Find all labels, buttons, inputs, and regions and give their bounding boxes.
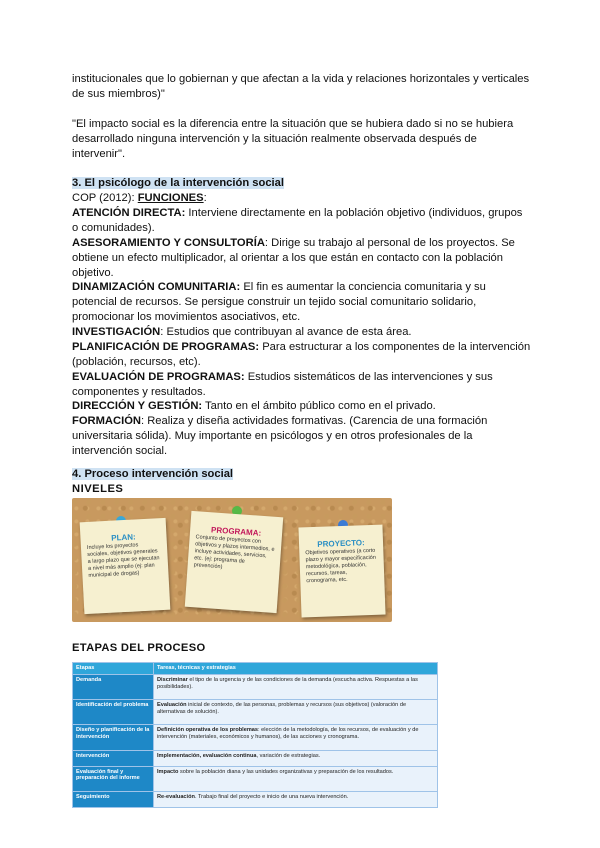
function-text: El fin es aumentar la conciencia comunitaria y su [240,281,486,293]
section-heading [72,467,532,482]
stages-table [72,662,438,808]
table-row [73,725,438,750]
table-row [73,750,438,766]
function-text: componentes y resultados. [72,386,206,398]
stage-tasks [154,766,438,791]
function-text: : Estudios que contribuyan al avance de esta área. [160,326,412,338]
table-row [73,674,438,699]
quote-line: "El impacto social es la diferencia entre la situación que se hubiera dado si no se hubiera [72,118,514,130]
cop-prefix: COP (2012): [72,192,138,204]
stage-task-key: Re-evaluación [157,793,195,800]
function-text: Para estructurar a los componentes de la intervención [259,341,531,353]
function-title: ATENCIÓN DIRECTA: [72,207,186,219]
stage-task-text: inicial de contexto, de las personas, problemas y recursos (sus objetivos) (valoración de alternativas de solución). [157,702,407,715]
table-header: Tareas, técnicas y estrategias [154,663,438,675]
function-text: universitaria sólida). Muy importante en psicólogos y en otros profesionales de la [72,430,473,442]
stage-tasks [154,674,438,699]
stage-tasks [154,791,438,807]
function-item [72,414,532,429]
stage-task-text: sobre la población diana y las unidades organizativas y preparación de los resultados. [178,768,394,775]
quote-line: desarrollado ninguna intervención y la situación realmente observada después de [72,133,477,145]
function-text: : Dirige su trabajo al personal de los proyectos. Se [264,237,515,249]
function-item [72,325,532,340]
function-text: objetivo. [72,267,114,279]
levels-corkboard-image [72,498,392,622]
note-plan [80,518,171,614]
table-row [73,700,438,725]
function-text: (población, recursos, etc). [72,356,201,368]
note-body: Objetivos operativos (a corto plazo y mayor especificación metodológica, población, recursos, tareas, cronograma, etc. [305,547,376,585]
stage-name: Demanda [73,674,154,699]
stage-tasks [154,725,438,750]
function-title: FORMACIÓN [72,415,141,427]
function-text: Estudios sistemáticos de las intervenciones y sus [244,371,493,383]
function-title: ASESORAMIENTO Y CONSULTORÍA [72,237,265,249]
stage-task-text: el tipo de la urgencia y de las condiciones de la demanda (escucha activa. Respuestas a las posibilidades). [157,676,418,690]
stage-name: Diseño y planificación de la intervención [73,725,154,750]
stage-name: Evaluación final y preparación del informe [73,766,154,791]
niveles-label: NIVELES [72,483,124,495]
stage-name: Intervención [73,750,154,766]
note-title: PLAN: [111,532,136,543]
stage-task-key: Definición operativa de los problemas [157,727,259,734]
stage-task-text: : elección de la metodología, de los recursos, de evaluación y de intervención (materiales, económicos y humanos), de las acciones y cronograma. [157,727,419,741]
stage-task-key: Impacto [157,768,179,775]
function-text: promocionar los movimientos asociativos, etc. [72,311,301,323]
function-text: o comunidades). [72,222,155,234]
cop-suffix: : [203,192,207,204]
stage-task-text: . Trabajo final del proyecto e inicio de una nueva intervención. [194,793,349,800]
intro-line: de sus miembros)" [72,88,165,100]
function-item [72,236,532,251]
note-title: PROYECTO: [317,538,365,549]
function-text: Interviene directamente en la población objetivo (individuos, grupos [185,207,523,219]
note-body: Incluye los proyectos sociales, objetivos generales a largo plazo que se ejecutan a nivel más amplio (ej: plan municipal de drogas) [86,542,160,579]
stage-task-key: Implementación, evaluación continua [157,752,257,759]
function-text: obtiene un efecto multiplicador, al orientar a los que están en contacto con la población [72,252,504,264]
function-item [72,399,532,414]
stage-tasks [154,750,438,766]
table-row [73,791,438,807]
stage-name: Identificación del problema [73,700,154,725]
note-body: Conjunto de proyectos con objetivos y plazos intermedios, e incluye actividades, servicios, etc. (ej: programa de prevención) [193,534,275,571]
section-3-title: 3. El psicólogo de la intervención social [72,177,284,189]
note-title: PROGRAMA: [210,525,262,538]
function-title: DINAMIZACIÓN COMUNITARIA: [72,281,241,293]
function-item [72,280,532,295]
cop-line [72,191,532,206]
table-row [73,766,438,791]
function-text: Tanto en el ámbito público como en el privado. [202,400,436,412]
function-title: EVALUACIÓN DE PROGRAMAS: [72,371,245,383]
function-title: PLANIFICACIÓN DE PROGRAMAS: [72,341,260,353]
function-item [72,340,532,355]
stage-task-text: , variación de estrategias. [256,752,321,759]
stage-tasks [154,700,438,725]
etapas-heading: ETAPAS DEL PROCESO [72,642,206,654]
stage-task-key: Discriminar [157,676,188,683]
cop-funciones: FUNCIONES [137,192,204,204]
function-text: intervención social. [72,445,168,457]
table-header: Etapas [73,663,154,675]
stage-task-key: Evaluación [157,702,187,709]
function-text: potencial de recursos. Se persigue construir un tejido social comunitario solidario, [72,296,477,308]
function-title: DIRECCIÓN Y GESTIÓN: [72,400,203,412]
note-programa [185,511,283,613]
intro-line: institucionales que lo gobiernan y que afectan a la vida y relaciones horizontales y verticales [72,73,530,85]
section-4-title: 4. Proceso intervención social [72,468,234,480]
quote-line: intervenir". [72,148,126,160]
function-item [72,370,532,385]
stage-name: Seguimiento [73,791,154,807]
function-item [72,206,532,221]
function-title: INVESTIGACIÓN [72,326,161,338]
section-heading [72,176,532,191]
function-text: : Realiza y diseña actividades formativas. (Carencia de una formación [140,415,488,427]
note-proyecto [298,525,385,618]
